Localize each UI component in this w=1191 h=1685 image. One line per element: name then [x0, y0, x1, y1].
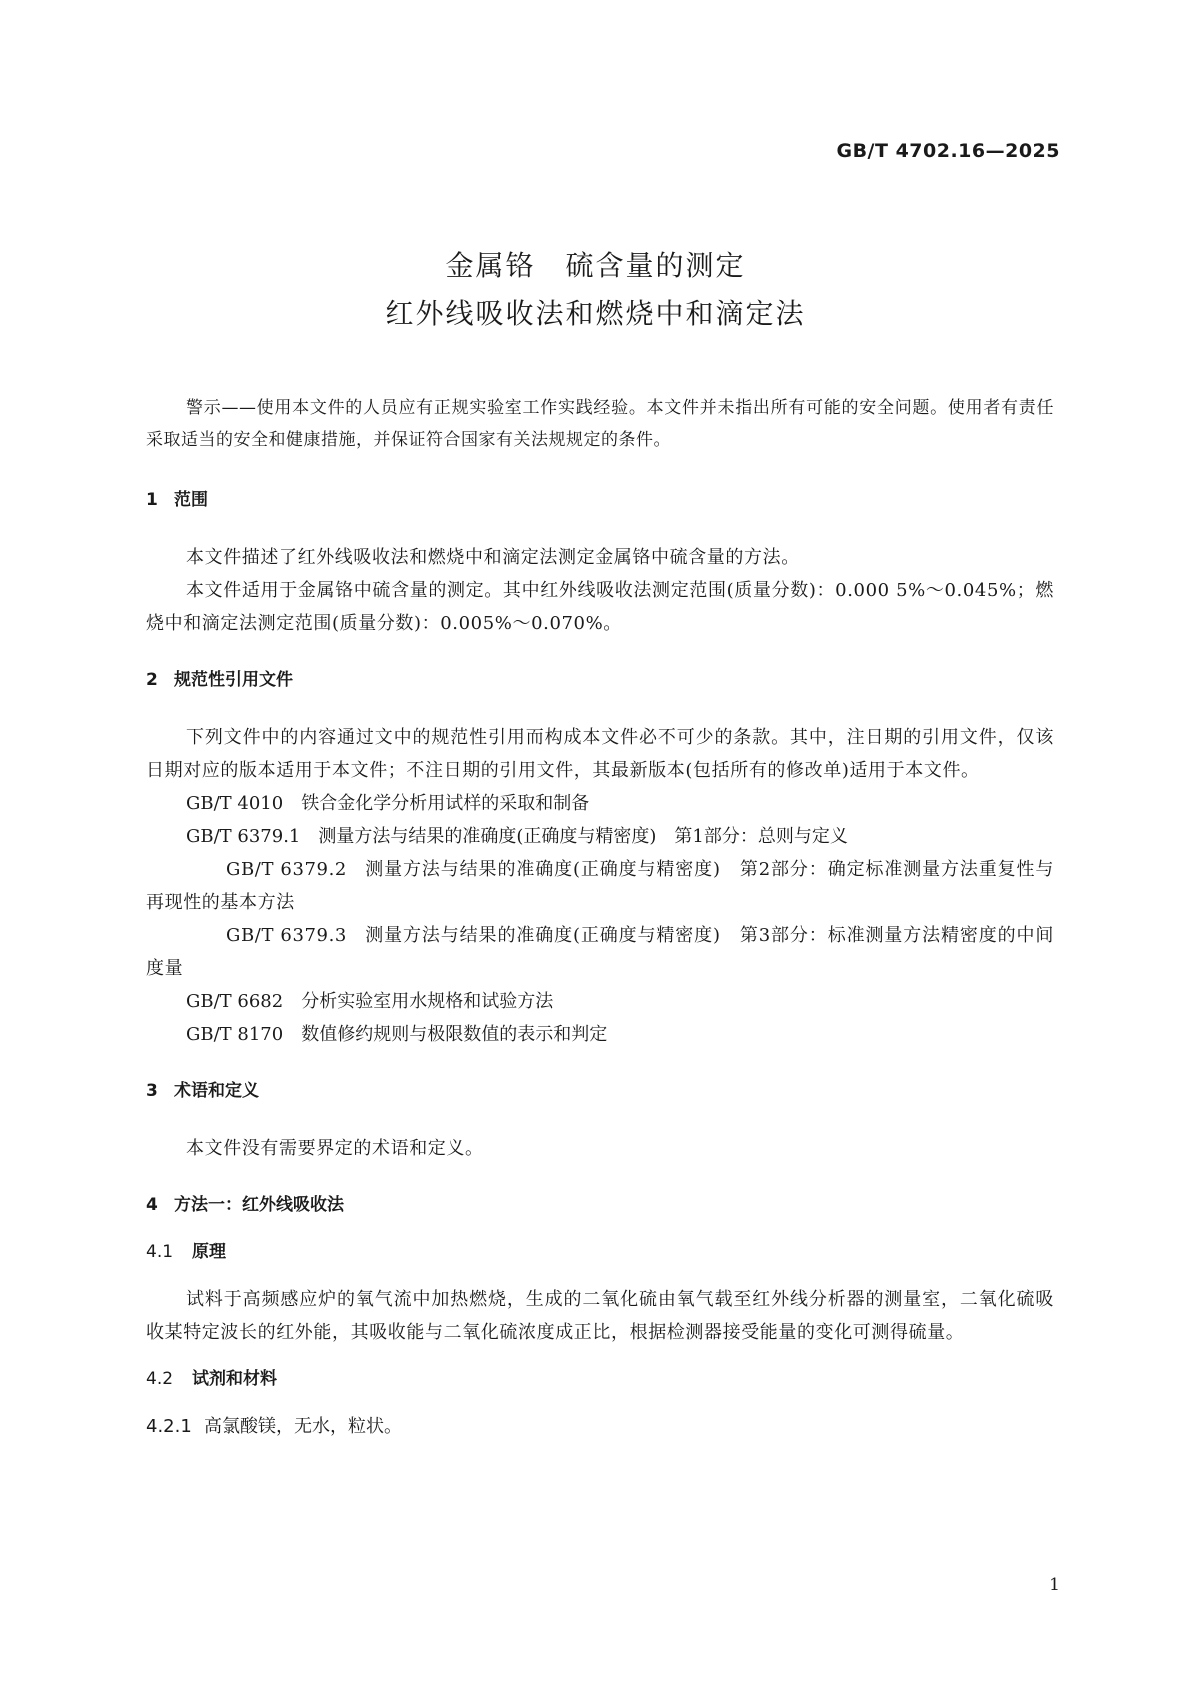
reference-item — [146, 787, 1054, 820]
reference-code: GB/T 4010 — [186, 793, 284, 814]
section-heading-method1 — [146, 1189, 1054, 1222]
section-title: 术语和定义 — [174, 1081, 259, 1101]
document-body — [146, 392, 1054, 1443]
reference-item — [146, 853, 1054, 919]
reference-title: 分析实验室用水规格和试验方法 — [301, 991, 554, 1012]
subsection-number: 4.1 — [146, 1242, 174, 1262]
reference-title: 测量方法与结果的准确度(正确度与精密度) 第2部分：确定标准测量方法重复性与再现性的基本方法 — [146, 859, 1054, 913]
reference-title: 测量方法与结果的准确度(正确度与精密度) 第3部分：标准测量方法精密度的中间度量 — [146, 925, 1054, 979]
reference-code: GB/T 6379.3 — [226, 925, 347, 946]
document-title-line1: 金属铬 硫含量的测定 — [445, 249, 746, 282]
standard-number: GB/T 4702.16—2025 — [836, 140, 1060, 162]
reference-code: GB/T 8170 — [186, 1024, 284, 1045]
subsection-title: 原理 — [192, 1242, 226, 1262]
reagent-number: 4.2.1 — [146, 1416, 192, 1437]
principle-paragraph: 试料于高频感应炉的氧气流中加热燃烧，生成的二氧化硫由氧气载至红外线分析器的测量室，二氧化硫吸收某特定波长的红外能，其吸收能与二氧化硫浓度成正比，根据检测器接受能量的变化可测得硫量。 — [146, 1289, 1054, 1343]
section-title: 范围 — [174, 490, 208, 510]
section-number: 2 — [146, 670, 158, 690]
reference-code: GB/T 6379.1 — [186, 826, 301, 847]
section-title: 规范性引用文件 — [174, 670, 293, 690]
subsection-heading-reagents — [146, 1363, 1054, 1396]
terms-paragraph: 本文件没有需要界定的术语和定义。 — [186, 1138, 484, 1159]
reference-code: GB/T 6682 — [186, 991, 284, 1012]
reagent-text: 高氯酸镁，无水，粒状。 — [204, 1416, 402, 1437]
page-number: 1 — [1049, 1575, 1060, 1595]
normative-intro: 下列文件中的内容通过文中的规范性引用而构成本文件必不可少的条款。其中，注日期的引用文件，仅该日期对应的版本适用于本文件；不注日期的引用文件，其最新版本(包括所有的修改单)适用于本文件。 — [146, 727, 1054, 781]
reference-title: 数值修约规则与极限数值的表示和判定 — [301, 1024, 608, 1045]
section-number: 4 — [146, 1195, 158, 1215]
scope-paragraph-2: 本文件适用于金属铬中硫含量的测定。其中红外线吸收法测定范围(质量分数)：0.000 5%～0.045%；燃烧中和滴定法测定范围(质量分数)：0.005%～0.070%。 — [146, 580, 1054, 634]
safety-warning: 警示——使用本文件的人员应有正规实验室工作实践经验。本文件并未指出所有可能的安全问题。使用者有责任采取适当的安全和健康措施，并保证符合国家有关法规规定的条件。 — [146, 398, 1054, 450]
subsection-number: 4.2 — [146, 1369, 174, 1389]
section-heading-scope — [146, 484, 1054, 517]
reference-code: GB/T 6379.2 — [226, 859, 347, 880]
section-number: 1 — [146, 490, 158, 510]
reference-title: 铁合金化学分析用试样的采取和制备 — [301, 793, 590, 814]
reference-item — [146, 919, 1054, 985]
reference-item — [146, 1018, 1054, 1051]
scope-paragraph-1: 本文件描述了红外线吸收法和燃烧中和滴定法测定金属铬中硫含量的方法。 — [186, 547, 800, 568]
section-heading-normative — [146, 664, 1054, 697]
reagent-item — [146, 1410, 1054, 1443]
section-number: 3 — [146, 1081, 158, 1101]
section-heading-terms — [146, 1075, 1054, 1108]
section-title: 方法一：红外线吸收法 — [174, 1195, 344, 1215]
reference-item — [146, 820, 1054, 853]
subsection-heading-principle — [146, 1236, 1054, 1269]
reference-item — [146, 985, 1054, 1018]
document-title-line2: 红外线吸收法和燃烧中和滴定法 — [385, 297, 806, 330]
reference-title: 测量方法与结果的准确度(正确度与精密度) 第1部分：总则与定义 — [318, 826, 848, 847]
subsection-title: 试剂和材料 — [192, 1369, 277, 1389]
